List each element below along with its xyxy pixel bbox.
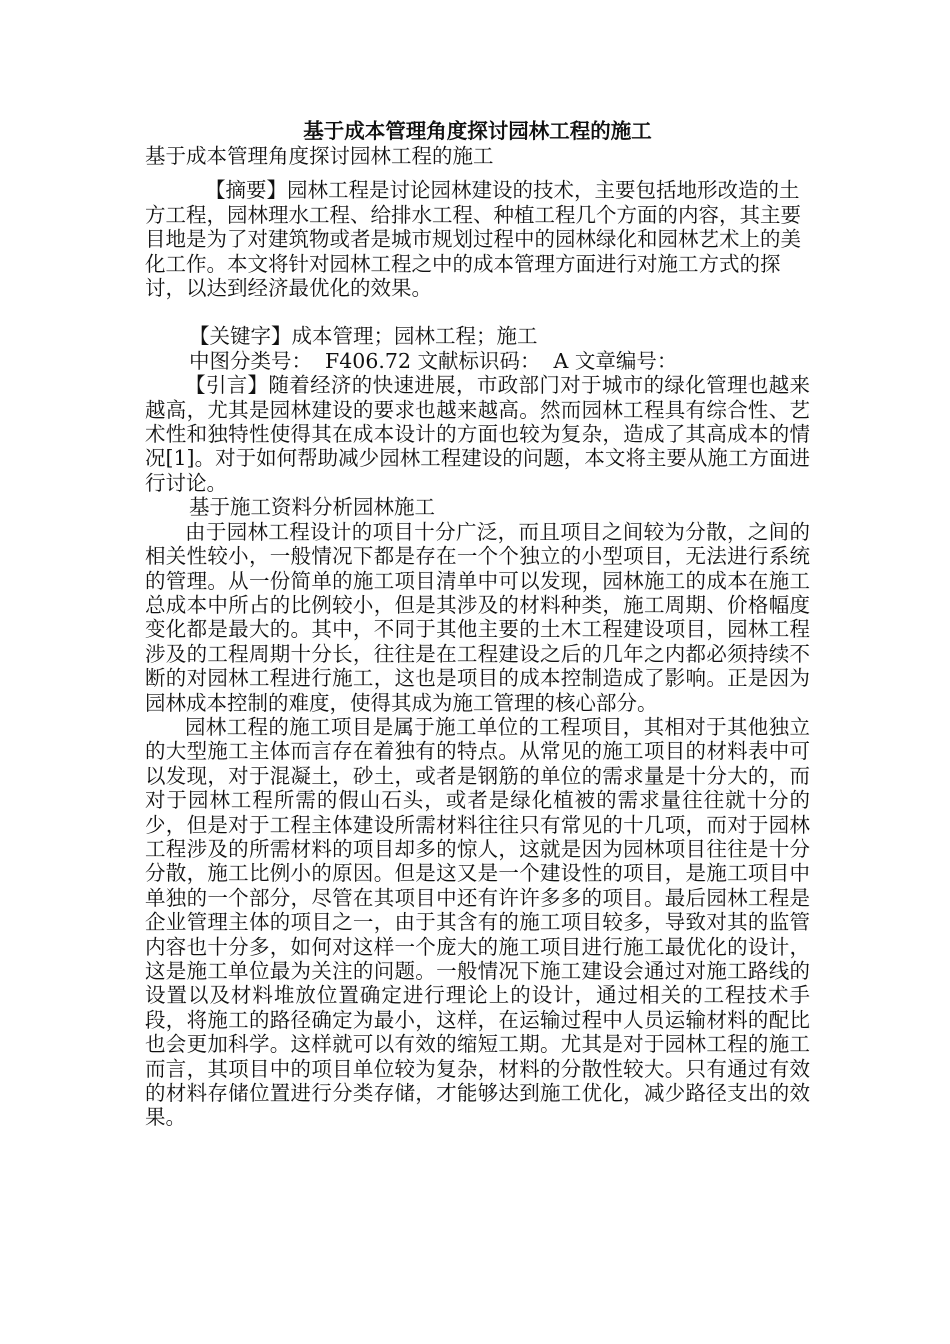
body-paragraph-1: 由于园林工程设计的项目十分广泛，而且项目之间较为分散，之间的相关性较小，一般情况下都是存在一个个独立的小型项目，无法进行系统的管理。从一份简单的施工项目清单中可以发现，园林施工的成本在施工总成本中所占的比例较小，但是其涉及的材料种类，施工周期、价格幅度变化都是最大的。其中，不同于其他主要的土木工程建设项目，园林工程涉及的工程周期十分长，往往是在工程建设之后的几年之内都必须持续不断的对园林工程进行施工，这也是项目的成本控制造成了影响。正是因为园林成本控制的难度，使得其成为施工管理的核心部分。 [145,519,810,715]
document-page [145,118,810,1130]
abstract-paragraph: 【摘要】园林工程是讨论园林建设的技术，主要包括地形改造的土方工程，园林理水工程、给排水工程、种植工程几个方面的内容，其主要目地是为了对建筑物或者是城市规划过程中的园林绿化和园林艺术上的美化工作。本文将针对园林工程之中的成本管理方面进行对施工方式的探讨，以达到经济最优化的效果。 [145,178,801,301]
body-paragraph-2: 园林工程的施工项目是属于施工单位的工程项目，其相对于其他独立的大型施工主体而言存在着独有的特点。从常见的施工项目的材料表中可以发现，对于混凝土，砂土，或者是钢筋的单位的需求量是十分大的，而对于园林工程所需的假山石头，或者是绿化植被的需求量往往就十分的少，但是对于工程主体建设所需材料往往只有常见的十几项，而对于园林工程涉及的所需材料的项目却多的惊人，这就是因为园林项目往往是十分分散，施工比例小的原因。但是这又是一个建设性的项目，是施工项目中单独的一个部分，尽管在其项目中还有许许多多的项目。最后园林工程是企业管理主体的项目之一，由于其含有的施工项目较多，导致对其的监管内容也十分多，如何对这样一个庞大的施工项目进行施工最优化的设计，这是施工单位最为关注的问题。一般情况下施工建设会通过对施工路线的设置以及材料堆放位置确定进行理论上的设计，通过相关的工程技术手段，将施工的路径确定为最小，这样，在运输过程中人员运输材料的配比也会更加科学。这样就可以有效的缩短工期。尤其是对于园林工程的施工而言，其项目中的项目单位较为复杂，材料的分散性较大。只有通过有效的材料存储位置进行分类存储，才能够达到施工优化，减少路径支出的效果。 [145,714,810,1130]
document-title: 基于成本管理角度探讨园林工程的施工 [303,119,652,143]
keywords-line: 【关键字】成本管理；园林工程；施工 [189,324,538,349]
section-heading: 基于施工资料分析园林施工 [189,495,435,520]
introduction-paragraph: 【引言】随着经济的快速进展，市政部门对于城市的绿化管理也越来越高，尤其是园林建设的要求也越来越高。然而园林工程具有综合性、艺术性和独特性使得其在成本设计的方面也较为复杂，造成了其高成本的情况[1]。对于如何帮助减少园林工程建设的问题，本文将主要从施工方面进行讨论。 [145,373,810,495]
document-subtitle: 基于成本管理角度探讨园林工程的施工 [145,144,494,168]
classification-line: 中图分类号： F406.72 文献标识码： A 文章编号： [189,348,678,373]
